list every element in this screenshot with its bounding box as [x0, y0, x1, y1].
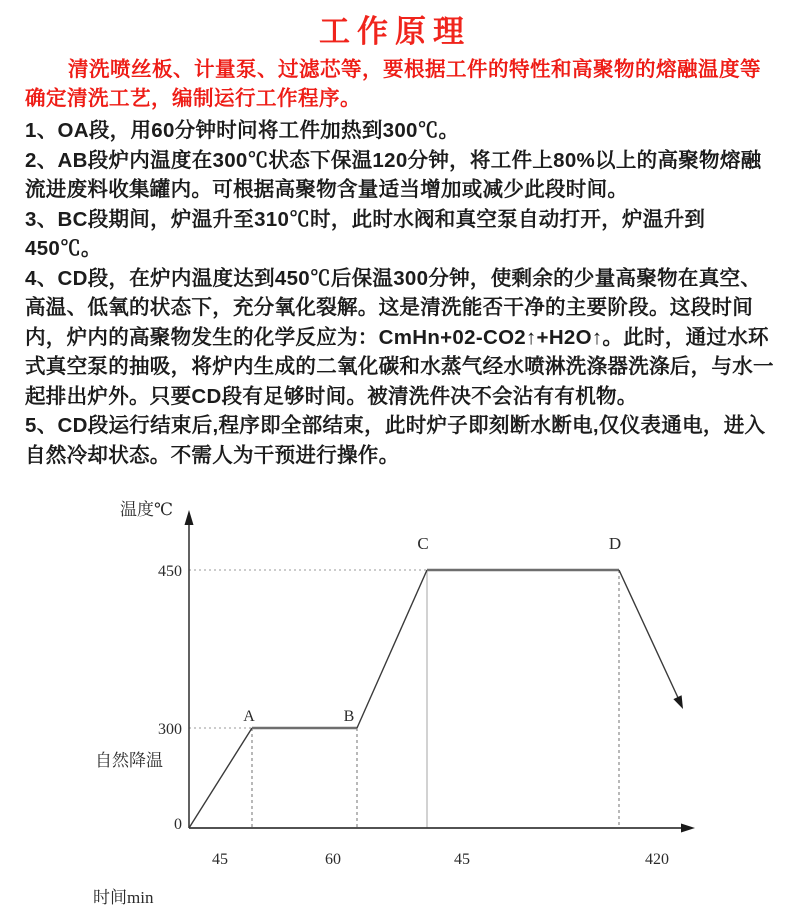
ytick-0: 0 — [174, 816, 182, 833]
step-item-3: 3、BC段期间，炉温升至310℃时，此时水阀和真空泵自动打开，炉温升到450℃。 — [25, 207, 706, 260]
point-label-c: C — [417, 534, 429, 553]
point-label-a: A — [243, 708, 255, 725]
segment-cooling — [619, 570, 680, 702]
step-item-2: 2、AB段炉内温度在300℃状态下保温120分钟，将工件上80%以上的高聚物熔融流进废料收集罐内。可根据高聚物含量适当增加或减少此段时间。 — [25, 148, 762, 201]
xtick-45a: 45 — [212, 851, 228, 868]
temperature-time-chart — [0, 495, 790, 920]
step-item-1: 1、OA段，用60分钟时问将工件加热到300℃。 — [25, 119, 460, 142]
ytick-450: 450 — [158, 563, 182, 580]
xtick-60: 60 — [325, 851, 341, 868]
step-item-5: 5、CD段运行结束后,程序即全部结束，此时炉子即刻断水断电,仅仪表通电，进入自然冷却状态。不需人为干预进行操作。 — [25, 414, 766, 467]
segment-bc-ramp — [357, 570, 427, 728]
segment-oa-heating — [189, 728, 252, 828]
chart-canvas — [0, 495, 790, 920]
step-item-4: 4、CD段，在炉内温度达到450℃后保温300分钟，使剩余的少量高聚物在真空、高温、低氧的状态下，充分氧化裂解。这是清洗能否干净的主要阶段。这段时间内，炉内的高聚物发生的化学反应为：CmHn+02-CO2↑+H2O↑。此时，通过水环式真空泵的抽吸，将炉内生成的二氧化碳和水蒸气经水喷淋洗涤器洗涤后，与水一起排出炉外。只要CD段有足够时间。被清洗件决不会沾有有机物。 — [25, 266, 774, 408]
xtick-420: 420 — [645, 851, 669, 868]
natural-cooling-label: 自然降温 — [95, 751, 163, 770]
intro-paragraph: 清洗喷丝板、计量泵、过滤芯等，要根据工件的特性和高聚物的熔融温度等确定清洗工艺，编制运行工作程序。 — [25, 58, 762, 110]
ytick-300: 300 — [158, 721, 182, 738]
steps-list — [25, 116, 775, 470]
point-label-b: B — [343, 708, 355, 725]
y-axis-label: 温度℃ — [120, 500, 174, 519]
xtick-45b: 45 — [454, 851, 470, 868]
page-title: 工作原理 — [319, 14, 471, 49]
cooling-arrow-icon — [673, 695, 683, 709]
x-axis-label: 时间min — [93, 888, 154, 907]
x-axis-arrow-icon — [681, 824, 695, 833]
point-label-d: D — [608, 534, 622, 553]
y-axis-arrow-icon — [185, 510, 194, 525]
